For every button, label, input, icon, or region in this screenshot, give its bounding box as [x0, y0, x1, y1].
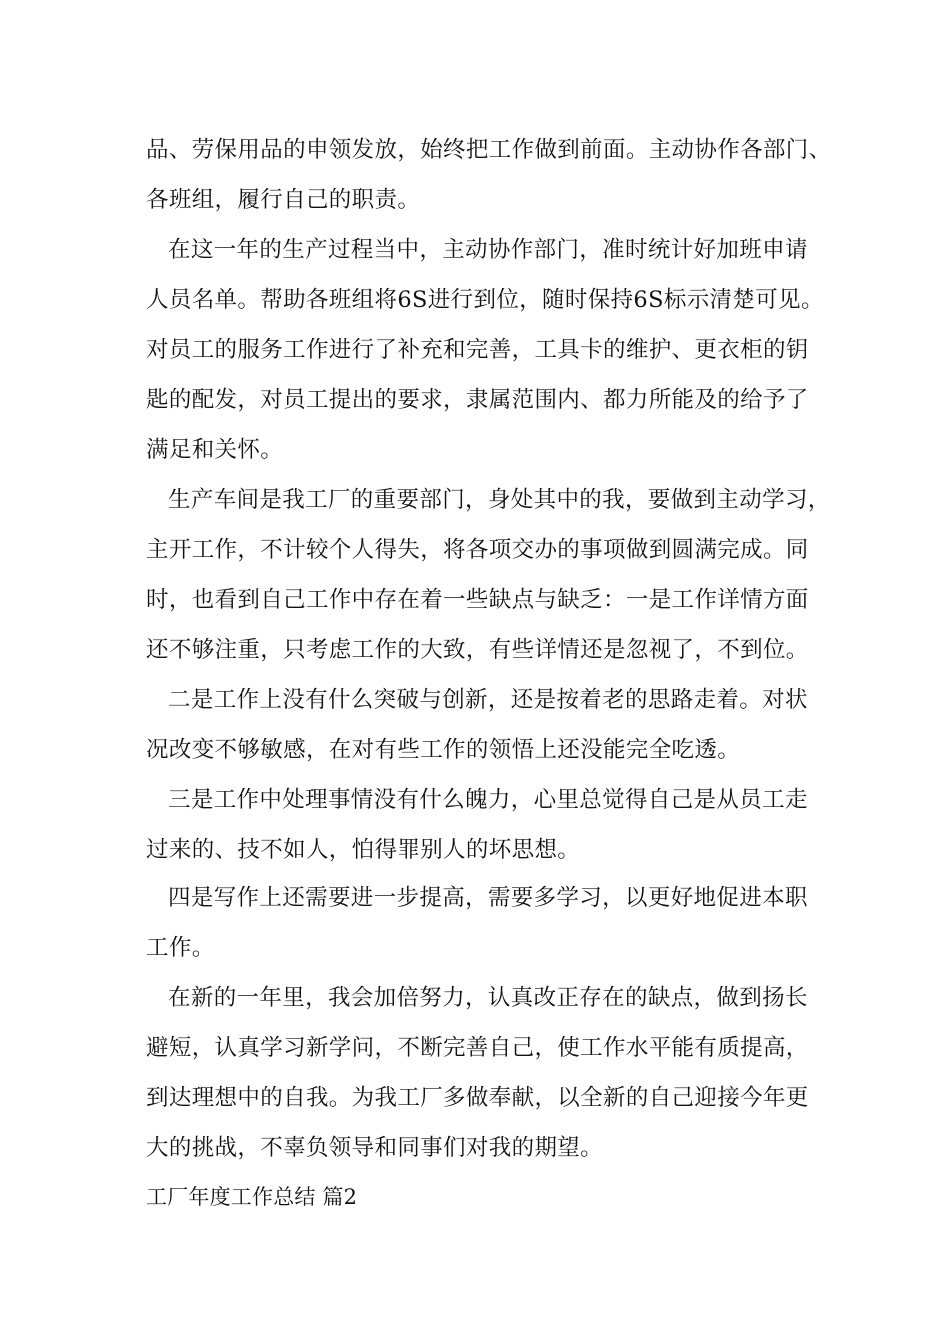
text-line: 人员名单。帮助各班组将6S进行到位，随时保持6S标示清楚可见。 — [146, 287, 824, 313]
text-line: 还不够注重，只考虑工作的大致，有些详情还是忽视了，不到位。 — [146, 637, 809, 663]
text-line: 对员工的服务工作进行了补充和完善，工具卡的维护、更衣柜的钥 — [146, 337, 809, 363]
text-line: 大的挑战，不辜负领导和同事们对我的期望。 — [146, 1135, 604, 1161]
text-line: 时，也看到自己工作中存在着一些缺点与缺乏：一是工作详情方面 — [146, 587, 809, 613]
text-line: 况改变不够敏感，在对有些工作的领悟上还没能完全吃透。 — [146, 737, 741, 763]
paragraph-start-line: 生产车间是我工厂的重要部门，身处其中的我，要做到主动学习， — [168, 487, 831, 513]
text-line: 主开工作，不计较个人得失，将各项交办的事项做到圆满完成。同 — [146, 537, 809, 563]
text-line: 匙的配发，对员工提出的要求，隶属范围内、都力所能及的给予了 — [146, 387, 809, 413]
text-line: 到达理想中的自我。为我工厂多做奉献，以全新的自己迎接今年更 — [146, 1085, 809, 1111]
paragraph-start-line: 在新的一年里，我会加倍努力，认真改正存在的缺点，做到扬长 — [168, 985, 808, 1011]
text-line: 工作。 — [146, 935, 215, 961]
paragraph-start-line: 三是工作中处理事情没有什么魄力，心里总觉得自己是从员工走 — [168, 787, 808, 813]
paragraph-start-line: 在这一年的生产过程当中，主动协作部门，准时统计好加班申请 — [168, 237, 808, 263]
text-line: 过来的、技不如人，怕得罪别人的坏思想。 — [146, 837, 581, 863]
text-line: 品、劳保用品的申领发放，始终把工作做到前面。主动协作各部门、 — [146, 137, 832, 163]
section-heading: 工厂年度工作总结 篇2 — [146, 1185, 358, 1209]
paragraph-start-line: 二是工作上没有什么突破与创新，还是按着老的思路走着。对状 — [168, 687, 808, 713]
text-line: 各班组，履行自己的职责。 — [146, 187, 421, 213]
text-line: 避短，认真学习新学问，不断完善自己，使工作水平能有质提高， — [146, 1035, 809, 1061]
text-line: 满足和关怀。 — [146, 437, 284, 463]
paragraph-start-line: 四是写作上还需要进一步提高，需要多学习，以更好地促进本职 — [168, 885, 808, 911]
